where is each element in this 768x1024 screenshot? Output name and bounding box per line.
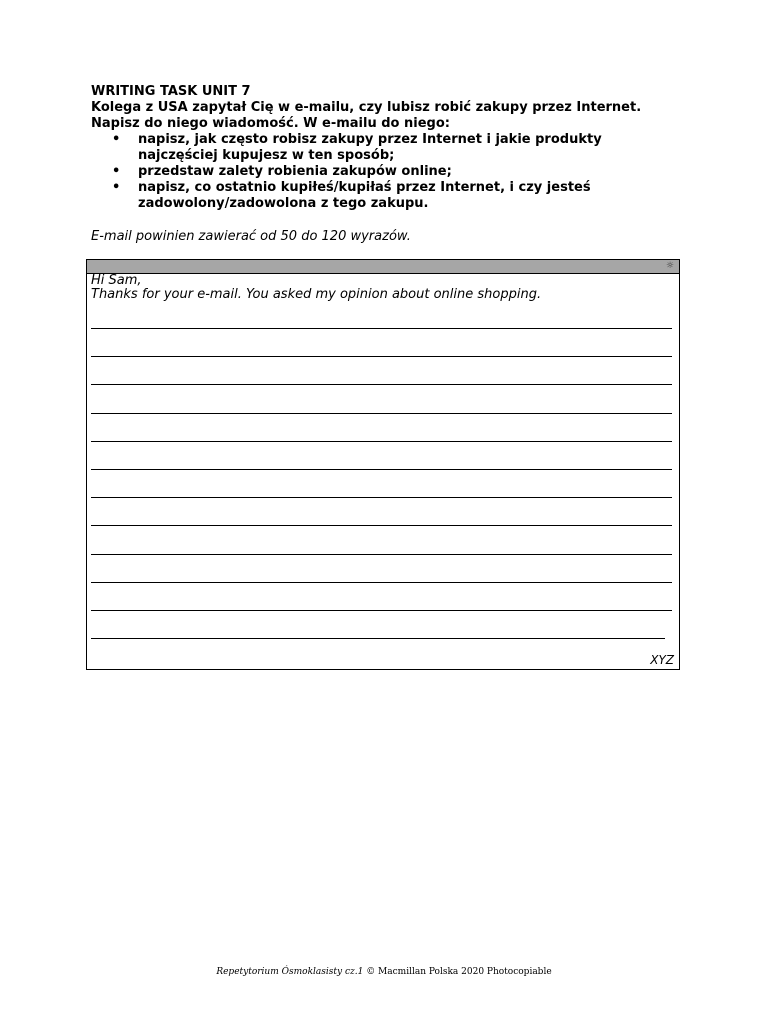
writing-line [91,469,672,470]
writing-line [91,413,672,414]
task-instructions [91,84,691,212]
page-footer [0,967,768,977]
task-bullet-item [91,132,691,164]
bullet-icon: • [112,180,121,195]
word-limit-note: E-mail powinien zawierać od 50 do 120 wyrazów. [91,229,411,244]
writing-line [91,638,665,639]
writing-line [91,328,672,329]
task-bullet-text: przedstaw zalety robienia zakupów online; [138,164,452,179]
writing-line [91,525,672,526]
task-bullet-item [91,180,691,212]
writing-line [91,582,672,583]
task-intro-line-1: Kolega z USA zapytał Cię w e-mailu, czy lubisz robić zakupy przez Internet. [91,100,642,115]
writing-line [91,441,672,442]
sun-icon: ☼ [665,261,674,271]
writing-line [91,610,672,611]
task-bullet-item [91,164,691,180]
task-bullet-text: napisz, co ostatnio kupiłeś/kupiłaś przez Internet, i czy jesteś zadowolony/zadowolona z tego zakupu. [138,180,591,211]
email-box-topbar [87,260,679,274]
email-writing-box [86,259,680,670]
writing-line [91,554,672,555]
task-bullet-list [91,132,691,212]
bullet-icon: • [112,164,121,179]
writing-line [91,384,672,385]
email-opening-line: Thanks for your e-mail. You asked my opinion about online shopping. [91,287,542,302]
footer-book-title: Repetytorium Ósmoklasisty cz.1 [216,967,364,977]
task-intro-line-2: Napisz do niego wiadomość. W e-mailu do niego: [91,116,450,131]
task-bullet-text: napisz, jak często robisz zakupy przez Internet i jakie produkty najczęściej kupujesz w ten sposób; [138,132,602,163]
bullet-icon: • [112,132,121,147]
email-prefilled-text [91,274,541,302]
writing-line [91,356,672,357]
writing-line [91,497,672,498]
email-greeting: Hi Sam, [91,273,142,288]
email-signature: XYZ [650,653,674,667]
task-heading: WRITING TASK UNIT 7 [91,84,251,99]
footer-copyright: © Macmillan Polska 2020 Photocopiable [363,967,552,977]
